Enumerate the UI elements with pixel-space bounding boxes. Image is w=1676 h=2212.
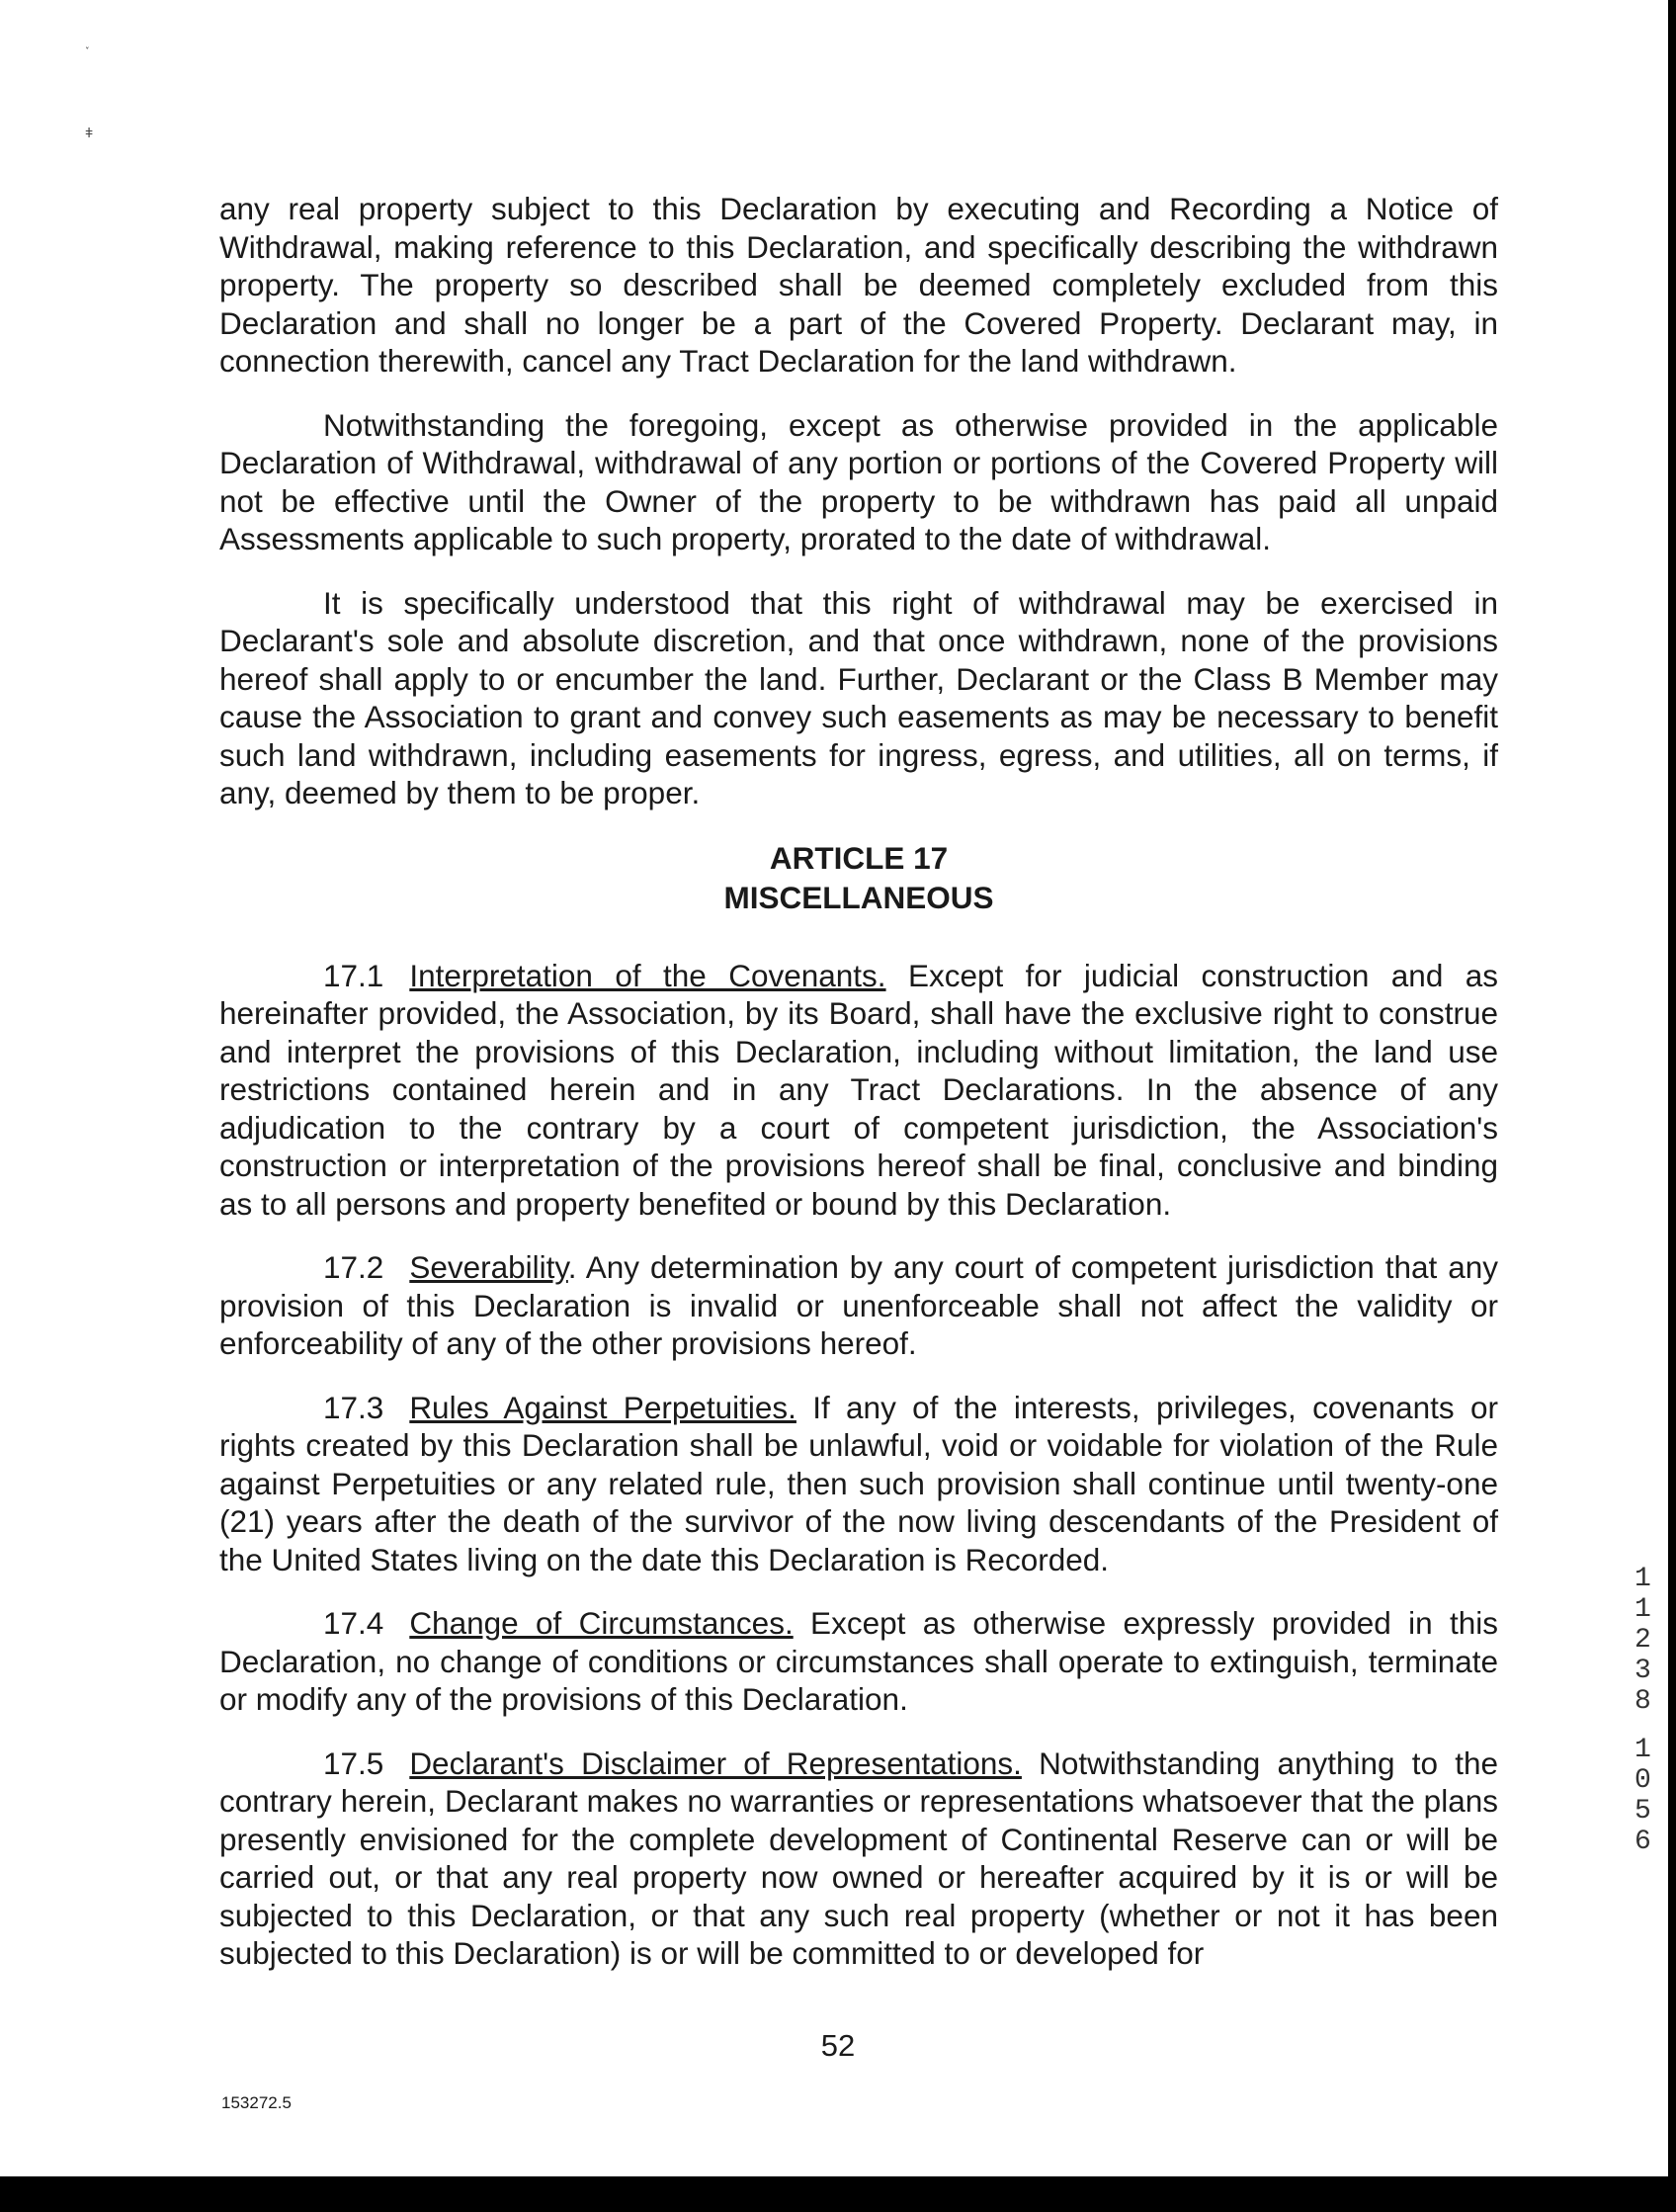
section-title: Interpretation of the Covenants. — [409, 957, 886, 993]
stamp-gap — [1634, 1717, 1651, 1735]
section-number: 17.4 — [323, 1605, 384, 1641]
stamp-digit: 1 — [1634, 1564, 1651, 1594]
stamp-digit: 1 — [1634, 1735, 1651, 1765]
stamp-digit: 6 — [1634, 1827, 1651, 1857]
section-text: . Any determination by any court of competent jurisdiction that any provision of this Declaration is invalid or unenforceable shall not affect the validity or enforceability of any of the other provisions hereof. — [219, 1249, 1498, 1361]
scan-border-right — [1668, 0, 1676, 2212]
section-title: Change of Circumstances. — [409, 1605, 794, 1641]
paragraph: Notwithstanding the foregoing, except as otherwise provided in the applicable Declaration of Withdrawal, withdrawal of any portion or portions of the Covered Property will not be effective until the Owner of the property to be withdrawn has paid all unpaid Assessments applicable to such property, prorated to the date of withdrawal. — [219, 406, 1498, 556]
stamp-digit: 0 — [1634, 1765, 1651, 1796]
section-17-4 — [219, 1604, 1498, 1719]
section-title: Severability — [409, 1249, 568, 1285]
stamp-digit: 5 — [1634, 1796, 1651, 1827]
section-number: 17.2 — [323, 1249, 384, 1285]
scan-border-bottom — [0, 2176, 1676, 2212]
article-number: ARTICLE 17 — [769, 839, 949, 876]
page-number: 52 — [820, 2028, 856, 2063]
stamp-digit: 2 — [1634, 1625, 1651, 1656]
section-17-5 — [219, 1744, 1498, 1973]
section-title: Declarant's Disclaimer of Representations. — [409, 1744, 1022, 1781]
paragraph: It is specifically understood that this right of withdrawal may be exercised in Declarant's sole and absolute discretion, and that once withdrawn, none of the provisions hereof shall apply to or encumber the land. Further, Declarant or the Class B Member may cause the Association to grant and convey such easements as may be necessary to benefit such land withdrawn, including easements for ingress, egress, and utilities, all on terms, if any, deemed by them to be proper. — [219, 584, 1498, 810]
article-heading — [219, 838, 1498, 917]
section-number: 17.1 — [323, 957, 384, 993]
section-17-1 — [219, 957, 1498, 1224]
section-title: Rules Against Perpetuities. — [409, 1389, 796, 1425]
section-text: Notwithstanding anything to the contrary herein, Declarant makes no warranties or representations whatsoever that the plans presently envisioned for the complete development of Continental Reserve can or will be carried out, or that any real property now owned or hereafter acquired by it is or will be subjected to this Declaration, or that any such real property (whether or not it has been subjected to this Declaration) is or will be committed to or developed for — [219, 1744, 1498, 1971]
section-number: 17.5 — [323, 1744, 384, 1781]
document-body — [219, 190, 1498, 1999]
section-number: 17.3 — [323, 1389, 384, 1425]
recording-stamp — [1634, 1564, 1651, 1857]
paragraph: any real property subject to this Declaration by executing and Recording a Notice of Withdrawal, making reference to this Declaration, and specifically describing the withdrawn property. The property so described shall be deemed completely excluded from this Declaration and shall no longer be a part of the Covered Property. Declarant may, in connection therewith, cancel any Tract Declaration for the land withdrawn. — [219, 191, 1498, 379]
scan-speck: ǂ — [85, 125, 94, 140]
stamp-digit: 8 — [1634, 1686, 1651, 1717]
section-17-3 — [219, 1389, 1498, 1579]
section-text: Except as otherwise expressly provided in this Declaration, no change of conditions or circumstances shall operate to extinguish, terminate or modify any of the provisions of this Declaration. — [219, 1605, 1499, 1717]
document-id: 153272.5 — [221, 2093, 292, 2112]
section-text: If any of the interests, privileges, covenants or rights created by this Declaration shall be unlawful, void or voidable for violation of the Rule against Perpetuities or any related rule, then such provision shall continue until twenty-one (21) years after the death of the survivor of the now living descendants of the President of the United States living on the date this Declaration is Recorded. — [219, 1389, 1498, 1577]
section-text: Except for judicial construction and as hereinafter provided, the Association, by its Board, shall have the exclusive right to construe and interpret the provisions of this Declaration, including without limitation, the land use restrictions contained herein and in any Tract Declarations. In the absence of any adjudication to the contrary by a court of competent jurisdiction, the Association's construction or interpretation of the provisions hereof shall be final, conclusive and binding as to all persons and property benefited or bound by this Declaration. — [219, 957, 1499, 1222]
section-17-2 — [219, 1248, 1498, 1363]
scan-speck: ˯ — [85, 34, 90, 49]
article-title: MISCELLANEOUS — [723, 879, 994, 915]
stamp-digit: 1 — [1634, 1594, 1651, 1625]
stamp-digit: 3 — [1634, 1656, 1651, 1686]
